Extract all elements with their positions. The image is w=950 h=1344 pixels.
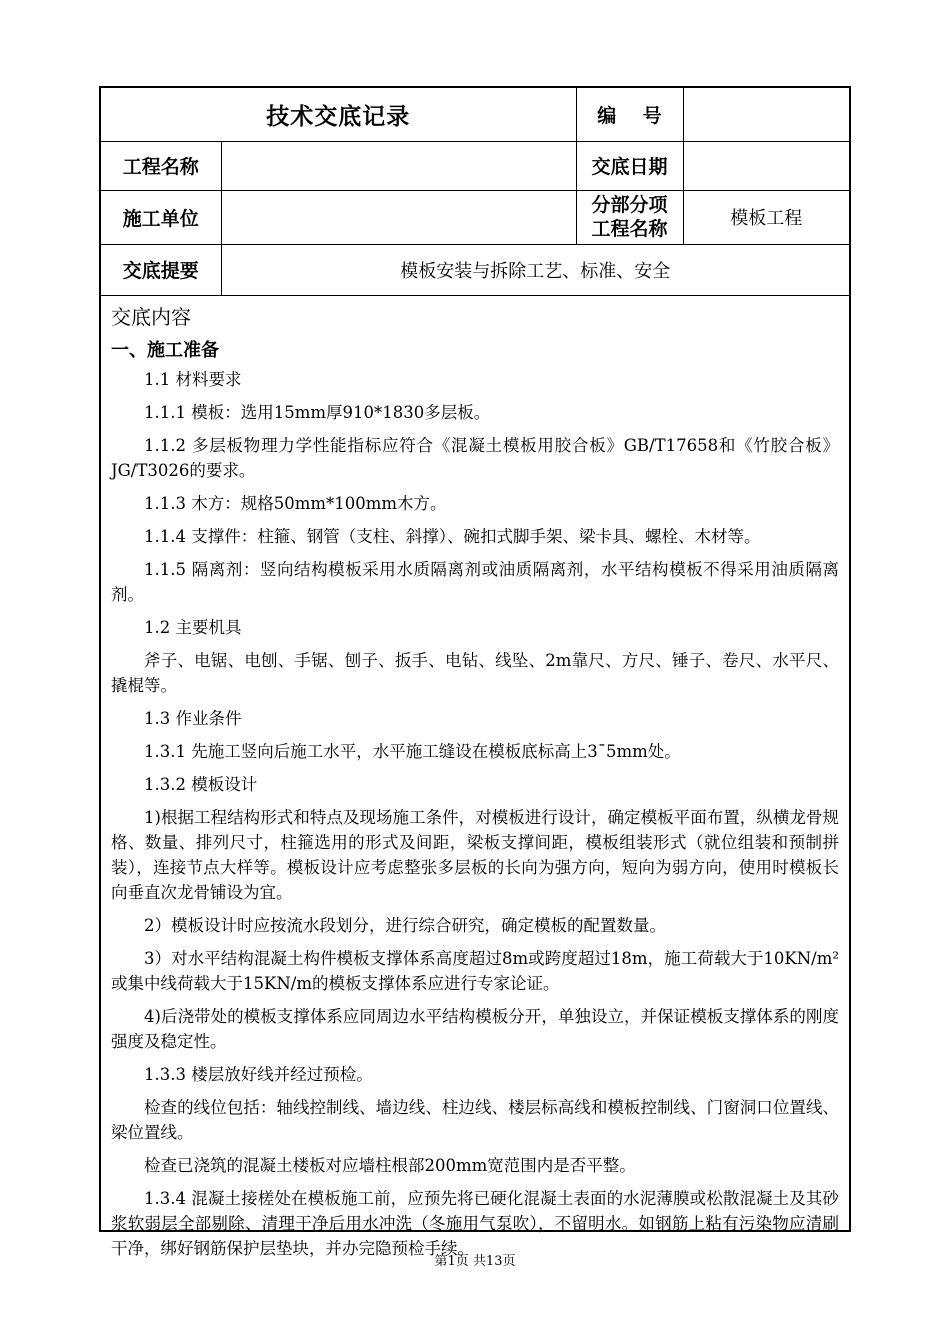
project-name-value bbox=[221, 141, 576, 190]
paragraph: 1.1.1 模板：选用15mm厚910*1830多层板。 bbox=[144, 403, 491, 422]
paragraph-list bbox=[111, 367, 839, 1261]
page-number: 第1页 共13页 bbox=[434, 1254, 516, 1269]
paragraph: 1.1.4 支撑件：柱箍、钢管（支柱、斜撑）、碗扣式脚手架、梁卡具、螺栓、木材等。 bbox=[144, 527, 761, 546]
content-area bbox=[101, 297, 849, 1269]
paragraph: 1.3 作业条件 bbox=[144, 709, 242, 728]
paragraph: 3）对水平结构混凝土构件模板支撑体系高度超过8m或跨度超过18m，施工荷载大于10KN/m²或集中线荷载大于15KN/m的模板支撑体系应进行专家论证。 bbox=[111, 949, 839, 993]
date-label: 交底日期 bbox=[576, 141, 683, 190]
paragraph: 1.2 主要机具 bbox=[144, 618, 242, 637]
subproject-value: 模板工程 bbox=[683, 190, 849, 244]
content-title: 交底内容 bbox=[111, 305, 191, 329]
paragraph: 1.3.1 先施工竖向后施工水平，水平施工缝设在模板底标高上3¯5mm处。 bbox=[144, 742, 681, 761]
number-value bbox=[683, 88, 849, 141]
subproject-label-line2: 工程名称 bbox=[591, 218, 668, 240]
paragraph: 1.1.2 多层板物理力学性能指标应符合《混凝土模板用胶合板》GB/T17658和《竹胶合板》JG/T3026的要求。 bbox=[111, 436, 839, 480]
paragraph: 1.3.2 模板设计 bbox=[144, 775, 258, 794]
paragraph: 检查的线位包括：轴线控制线、墙边线、柱边线、楼层标高线和模板控制线、门窗洞口位置线、梁位置线。 bbox=[111, 1098, 839, 1142]
summary-value: 模板安装与拆除工艺、标准、安全 bbox=[221, 244, 849, 295]
subproject-label-line1: 分部分项 bbox=[591, 194, 668, 216]
document-frame bbox=[99, 86, 851, 1258]
construction-unit-value bbox=[221, 190, 576, 244]
subproject-label bbox=[576, 190, 683, 244]
paragraph: 4)后浇带处的模板支撑体系应同周边水平结构模板分开，单独设立，并保证模板支撑体系的刚度强度及稳定性。 bbox=[111, 1007, 839, 1051]
paragraph: 1.3.4 混凝土接槎处在模板施工前，应预先将已硬化混凝土表面的水泥薄膜或松散混凝土及其砂浆软弱层全部剔除、清理干净后用水冲洗（冬施用气泵吹），不留明水。如钢筋上粘有污染物应清刷干净，绑好钢筋保护层垫块，并办完隐预检手续。 bbox=[111, 1189, 839, 1258]
section-title: 一、施工准备 bbox=[111, 340, 219, 361]
page-title: 技术交底记录 bbox=[101, 88, 576, 141]
paragraph: 1)根据工程结构形式和特点及现场施工条件，对模板进行设计，确定模板平面布置，纵横龙骨规格、数量、排列尺寸，柱箍选用的形式及间距，梁板支撑间距，模板组装形式（就位组装和预制拼装），连接节点大样等。模板设计应考虑整张多层板的长向为强方向，短向为弱方向，使用时模板长向垂直次龙骨铺设为宜。 bbox=[111, 808, 839, 902]
paragraph: 1.1.3 木方：规格50mm*100mm木方。 bbox=[144, 494, 447, 513]
paragraph: 1.1.5 隔离剂：竖向结构模板采用水质隔离剂或油质隔离剂，水平结构模板不得采用油质隔离剂。 bbox=[111, 560, 839, 604]
date-value bbox=[683, 141, 849, 190]
header-table bbox=[101, 88, 849, 296]
number-label: 编 号 bbox=[576, 88, 683, 141]
paragraph: 检查已浇筑的混凝土楼板对应墙柱根部200mm宽范围内是否平整。 bbox=[144, 1156, 636, 1175]
paragraph: 斧子、电锯、电刨、手锯、刨子、扳手、电钻、线坠、2m靠尺、方尺、锤子、卷尺、水平尺、撬棍等。 bbox=[111, 651, 839, 695]
paragraph: 2）模板设计时应按流水段划分，进行综合研究，确定模板的配置数量。 bbox=[144, 916, 666, 935]
paragraph: 1.1 材料要求 bbox=[144, 370, 242, 389]
project-name-label: 工程名称 bbox=[101, 141, 221, 190]
paragraph: 1.3.3 楼层放好线并经过预检。 bbox=[144, 1065, 373, 1084]
construction-unit-label: 施工单位 bbox=[101, 190, 221, 244]
summary-label: 交底提要 bbox=[101, 244, 221, 295]
